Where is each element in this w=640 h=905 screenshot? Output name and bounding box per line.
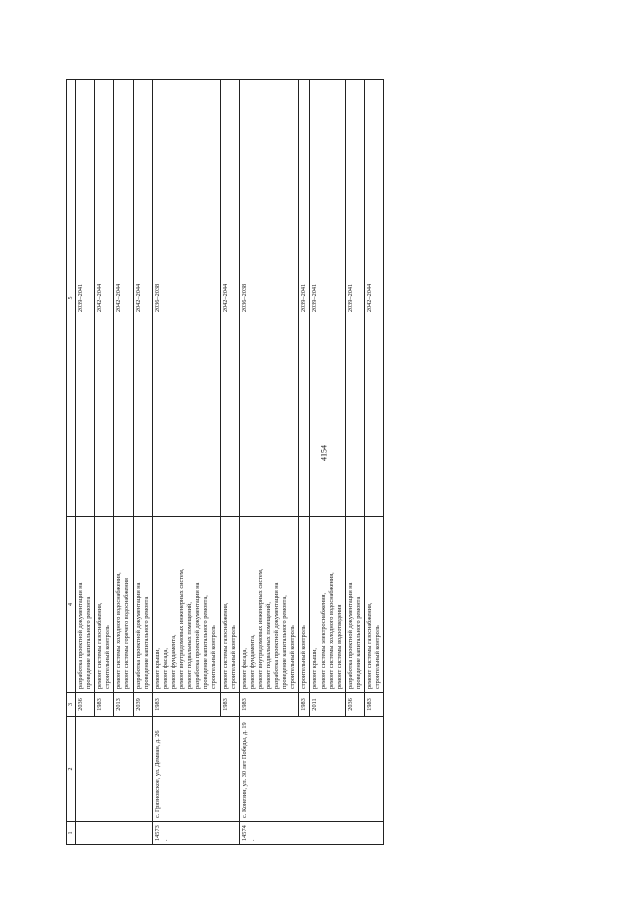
work-item-line: ремонт подвальных помещений, [186,602,194,689]
work-item-line: ремонт фасада, [161,648,169,689]
work-item-line: разработка проектной документации на [194,582,202,689]
record-number [76,822,153,845]
work-year: 2036 [345,693,364,717]
work-item-line: разработка проектной документации на [134,582,142,689]
work-item-line: ремонт внутридомовых инженерных систем, [178,568,186,689]
work-item-line: ремонт внутридомовых инженерных систем, [256,568,264,689]
work-item-line: проведение капитального ремонта [85,596,93,689]
work-year: 1983 [152,693,220,717]
work-period: 2042–2044 [114,80,133,517]
work-period: 2036–2038 [239,80,299,517]
work-year: 1983 [299,693,310,717]
work-year: 2011 [310,693,345,717]
work-items [95,517,114,693]
record-address [76,717,153,822]
record-address: с. Грязновское, ул. Демиан, д. 26 [152,717,239,822]
repair-schedule-table [66,79,384,845]
work-item-line: ремонт системы горячего водоснабжения [123,578,131,689]
record-number: 14573. [152,822,239,845]
work-items [365,517,384,693]
work-item-line: ремонт подвальных помещений, [264,602,272,689]
header-cell: 2 [67,717,76,822]
record-number: 14574. [239,822,384,845]
table-row [76,80,95,845]
work-items [239,517,299,693]
header-cell: 5 [67,80,76,517]
work-item-line: строительный контроль [104,625,112,689]
work-items [299,517,310,693]
work-period: 2042–2044 [95,80,114,517]
work-period: 2039–2041 [310,80,345,517]
record-address: с. Конезин, ул. 30 лет Победы, д. 19 [239,717,384,822]
work-item-line: разработка проектной документации на [273,582,281,689]
work-year: 1983 [95,693,114,717]
work-year: 2036 [76,693,95,717]
work-period: 2039–2041 [76,80,95,517]
work-item-line: строительный контроль [300,625,308,689]
work-item-line: ремонт системы электроснабжения, [319,592,327,689]
work-period: 2039–2041 [345,80,364,517]
work-period: 2036–2038 [152,80,220,517]
work-item-line: строительный контроль [374,625,382,689]
work-item-line: разработка проектной документации на [346,582,354,689]
header-cell: 1 [67,822,76,845]
page-number: 4154 [319,445,329,461]
work-item-line: ремонт фасада, [240,648,248,689]
work-item-line: ремонт системы водоотведения [335,604,343,689]
header-row [67,80,76,845]
work-year: 1983 [220,693,239,717]
work-period: 2042–2044 [133,80,152,517]
work-items [133,517,152,693]
work-item-line: разработка проектной документации на [77,582,84,689]
work-item-line: строительный контроль [289,625,297,689]
work-item-line: ремонт крыши, [311,647,319,689]
table-row [152,80,220,845]
work-year: 2039 [133,693,152,717]
work-item-line: ремонт системы газоснабжения, [366,602,373,689]
work-item-line: строительный контроль [229,625,237,689]
work-items [76,517,95,693]
work-period: 2039–2041 [299,80,310,517]
work-year: 1983 [365,693,384,717]
header-cell: 3 [67,693,76,717]
work-item-line: проведение капитального ремонта [142,596,150,689]
work-items [345,517,364,693]
work-items [310,517,345,693]
header-cell: 4 [67,517,76,693]
work-item-line: ремонт системы газоснабжения, [96,602,104,689]
work-year: 2013 [114,693,133,717]
work-item-line: ремонт системы холодного водоснабжения, [327,572,335,689]
work-item-line: ремонт крыши, [153,647,161,689]
work-year: 1983 [239,693,299,717]
table-stage [66,80,507,845]
work-item-line: проведение капитального ремонта, [202,595,210,689]
work-item-line: проведение капитального ремонта [354,596,362,689]
work-item-line: строительный контроль [210,625,218,689]
table-row [239,80,299,845]
work-item-line: ремонт системы холодного водоснабжения, [115,572,123,689]
rotated-table-container [66,80,507,845]
work-item-line: ремонт фундамента, [248,634,256,689]
work-period: 2042–2044 [365,80,384,517]
work-item-line: ремонт фундамента, [169,634,177,689]
work-item-line: проведение капитального ремонта, [281,595,289,689]
work-items [114,517,133,693]
work-items [152,517,220,693]
work-items [220,517,239,693]
work-item-line: ремонт системы газоснабжения, [221,602,229,689]
work-period: 2042–2044 [220,80,239,517]
